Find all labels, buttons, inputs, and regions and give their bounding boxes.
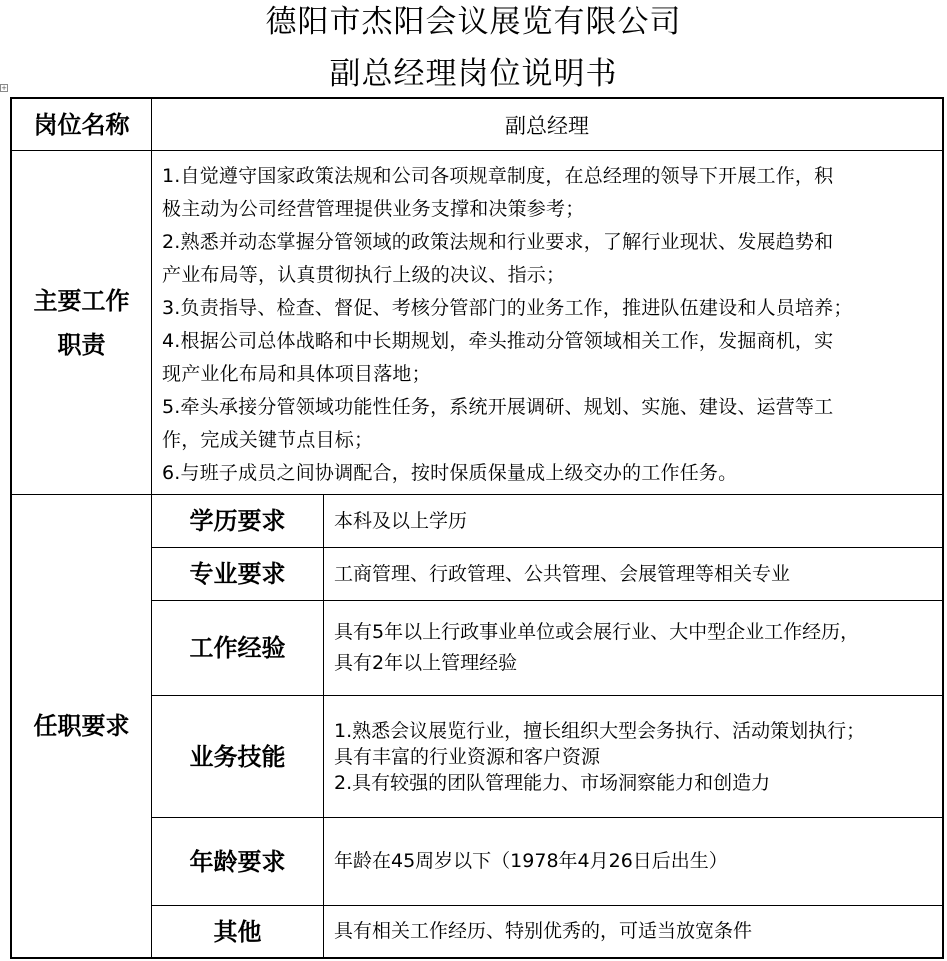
duty-line: 现产业化布局和具体项目落地； <box>162 363 431 385</box>
duties-label-cell <box>12 151 152 495</box>
duty-line: 3.负责指导、检查、督促、考核分管部门的业务工作，推进队伍建设和人员培养； <box>162 297 853 319</box>
age-label: 年龄要求 <box>189 847 286 876</box>
duty-line: 极主动为公司经营管理提供业务支撑和决策参考； <box>162 198 585 220</box>
skills-label-cell <box>152 696 324 818</box>
duty-line: 产业布局等，认真贯彻执行上级的决议、指示； <box>162 264 566 286</box>
table-move-handle-icon[interactable]: + <box>1 84 7 92</box>
major-value: 工商管理、行政管理、公共管理、会展管理等相关专业 <box>334 562 791 585</box>
skills-value-cell <box>324 696 942 818</box>
duty-line: 6.与班子成员之间协调配合，按时保质保量成上级交办的工作任务。 <box>162 462 738 484</box>
company-title: 德阳市杰阳会议展览有限公司 <box>265 4 682 40</box>
other-value-cell <box>324 906 942 957</box>
experience-label: 工作经验 <box>189 634 286 662</box>
age-value-cell <box>324 818 942 906</box>
other-value: 具有相关工作经历、特别优秀的，可适当放宽条件 <box>334 920 753 942</box>
position-value-cell <box>152 99 942 151</box>
duty-line: 2.熟悉并动态掌握分管领域的政策法规和行业要求，了解行业现状、发展趋势和 <box>162 231 834 253</box>
duty-line: 作，完成关键节点目标； <box>162 429 374 451</box>
duty-line: 4.根据公司总体战略和中长期规划，牵头推动分管领域相关工作，发掘商机，实 <box>162 330 834 352</box>
major-label-cell <box>152 548 324 601</box>
requirements-label-cell <box>12 495 152 957</box>
skills-value-line: 2.具有较强的团队管理能力、市场洞察能力和创造力 <box>334 771 771 794</box>
other-label-cell <box>152 906 324 957</box>
duty-line: 1.自觉遵守国家政策法规和公司各项规章制度，在总经理的领导下开展工作，积 <box>162 165 834 187</box>
requirements-label: 任职要求 <box>33 712 130 740</box>
experience-value-line: 具有5年以上行政事业单位或会展行业、大中型企业工作经历， <box>334 621 860 643</box>
job-description-table <box>10 97 944 959</box>
education-label: 学历要求 <box>189 507 286 535</box>
education-value: 本科及以上学历 <box>334 509 468 532</box>
duty-line: 5.牵头承接分管领域功能性任务，系统开展调研、规划、实施、建设、运营等工 <box>162 396 834 418</box>
education-value-cell <box>324 495 942 548</box>
major-value-cell <box>324 548 942 601</box>
experience-label-cell <box>152 601 324 696</box>
education-label-cell <box>152 495 324 548</box>
experience-value-cell <box>324 601 942 696</box>
duties-label-line: 主要工作 <box>33 286 130 315</box>
skills-value-line: 具有丰富的行业资源和客户资源 <box>334 745 601 768</box>
skills-label: 业务技能 <box>189 742 286 771</box>
skills-value-line: 1.熟悉会议展览行业，擅长组织大型会务执行、活动策划执行； <box>334 719 866 742</box>
document-title: 副总经理岗位说明书 <box>329 56 618 92</box>
age-label-cell <box>152 818 324 906</box>
position-value: 副总经理 <box>505 113 589 138</box>
major-label: 专业要求 <box>189 560 286 588</box>
experience-value-line: 具有2年以上管理经验 <box>334 652 518 674</box>
duties-content-cell <box>152 151 942 495</box>
duties-label-line: 职责 <box>57 330 106 359</box>
position-label-cell <box>12 99 152 151</box>
other-label: 其他 <box>213 917 262 946</box>
position-label: 岗位名称 <box>33 110 130 139</box>
age-value: 年龄在45周岁以下（1978年4月26日后出生） <box>334 850 728 872</box>
